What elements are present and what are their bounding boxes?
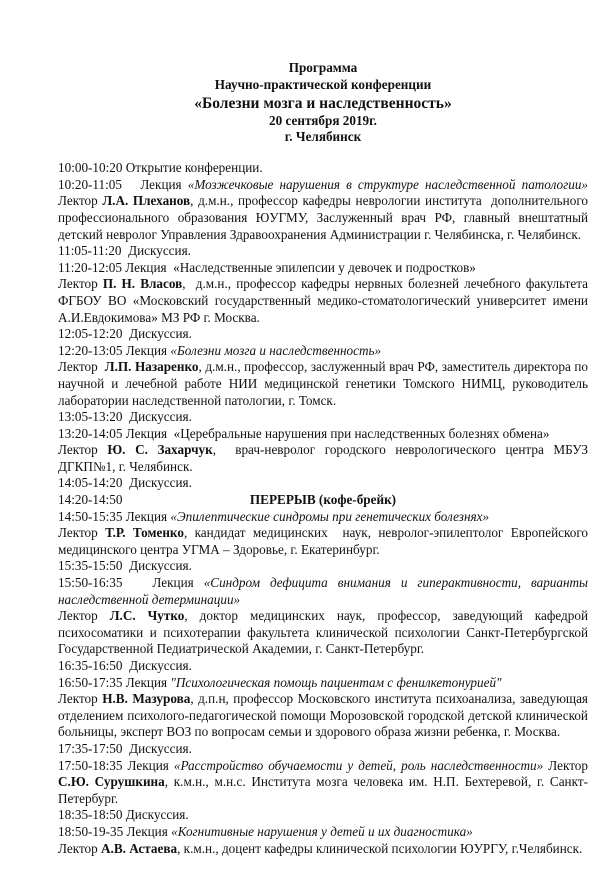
schedule-item [58, 558, 588, 575]
schedule-time: 12:20-13:05 [58, 342, 123, 358]
schedule-item [58, 757, 592, 808]
lecturer-name: Т.Р. Томенко [105, 525, 184, 541]
schedule-item [58, 343, 588, 360]
schedule-text: Дискуссия. [121, 243, 191, 259]
conference-title: «Болезни мозга и наследственность» [194, 94, 452, 112]
lecturer-credentials: , д.м.н., профессор, заслуженный врач РФ, заместитель директора по научной и лечебной работе НИИ медицинской генетики Томского НИМЦ, руководитель лаборатории наследственной патологии, г. Томск. [58, 359, 592, 408]
lecturer-name: Л.П. Назаренко [104, 359, 199, 375]
lecture-label: Лекция [121, 259, 174, 275]
schedule-item [58, 525, 592, 558]
header-conference-type: Научно-практической конференции [214, 76, 432, 92]
schedule-time: 12:05-12:20 [58, 326, 123, 342]
lecture-label: Лекция [122, 757, 174, 773]
schedule-item [58, 492, 588, 509]
lecture-topic: "Психологическая помощь пациентам с фенилкетонурией" [170, 674, 502, 690]
lecturer-label: Лектор [58, 840, 102, 856]
lecturer-label: Лектор [58, 691, 103, 707]
program-document [58, 60, 592, 857]
schedule-item [58, 807, 588, 824]
schedule-item [58, 409, 588, 426]
conference-city: г. Челябинск [284, 129, 362, 145]
schedule-item [58, 841, 588, 858]
schedule-time: 11:20-12:05 [58, 259, 122, 275]
lecturer-label: Лектор [58, 442, 108, 458]
schedule-time: 11:05-11:20 [58, 243, 122, 259]
lecture-topic: «Расстройство обучаемости у детей, роль наследственности» [173, 757, 544, 773]
lecturer-name: П. Н. Власов [102, 276, 183, 292]
lecturer-credentials: , д.м.н., профессор кафедры нервных болезней лечебного факультета ФГБОУ ВО «Московский государственный медико-стоматологический университет имени А.И.Евдокимова» МЗ РФ г. Москва. [58, 276, 592, 325]
schedule-time: 14:50-15:35 [58, 508, 123, 524]
lecturer-label: Лектор [58, 525, 106, 541]
schedule-item [58, 426, 588, 443]
lecturer-credentials: , кандидат медицинских наук, невролог-эпилептолог Европейского медицинского центра УГМА – Здоровье, г. Екатеринбург. [58, 525, 592, 557]
schedule-text: Дискуссия. [122, 658, 192, 673]
schedule-item [58, 509, 588, 526]
schedule-list [58, 160, 592, 857]
schedule-text: Дискуссия. [122, 326, 192, 342]
lecturer-credentials: , д.м.н., профессор кафедры неврологии института дополнительного профессионального образования ЮУГМУ, Заслуженный врач РФ, главный внештатный детский невролог Управления Здравоохранения Администрации г. Челябинска, г. Челябинск. [58, 193, 592, 242]
schedule-time: 17:35-17:50 [58, 740, 123, 756]
schedule-text: Дискуссия. [122, 409, 192, 425]
break-label: ПЕРЕРЫВ (кофе-брейк) [249, 492, 397, 508]
schedule-time: 17:50-18:35 [58, 757, 123, 773]
lecture-topic: «Наследственные эпилепсии у девочек и подростков» [173, 259, 476, 275]
schedule-text: Дискуссия. [122, 475, 192, 491]
schedule-item [58, 276, 592, 326]
schedule-item [58, 741, 588, 758]
lecture-label: Лекция [121, 176, 188, 192]
schedule-item [58, 359, 592, 409]
lecture-topic: «Мозжечковые нарушения в структуре наследственной патологии» [187, 176, 589, 192]
schedule-item [58, 176, 592, 243]
schedule-text: Дискуссия. [122, 558, 192, 574]
lecturer-name: Л.А. Плеханов [102, 193, 191, 209]
lecture-topic: «Синдром дефицита внимания и гиперактивности, варианты наследственной детерминации» [58, 575, 592, 607]
schedule-time: 18:35-18:50 [58, 807, 123, 823]
lecture-label: Лекция [123, 823, 172, 839]
lecturer-name: А.В. Астаева [101, 840, 178, 856]
schedule-time: 15:50-16:35 [58, 575, 123, 591]
lecturer-label: Лектор [543, 757, 592, 773]
schedule-item [58, 160, 588, 177]
schedule-item [58, 243, 588, 260]
lecturer-label: Лектор [58, 359, 105, 375]
lecture-label: Лекция [122, 674, 171, 690]
schedule-item [58, 824, 588, 841]
lecture-label: Лекция [122, 425, 174, 441]
lecturer-credentials: , к.м.н., м.н.с. Института мозга человека им. Н.П. Бехтеревой, г. Санкт-Петербург. [58, 774, 589, 806]
schedule-item [58, 691, 592, 741]
schedule-time: 15:35-15:50 [58, 558, 123, 574]
lecture-topic: «Эпилептические синдромы при генетических болезнях» [170, 508, 490, 524]
schedule-time: 18:50-19-35 [58, 823, 124, 839]
lecture-label: Лекция [122, 342, 171, 358]
schedule-time: 13:20-14:05 [58, 425, 123, 441]
schedule-time: 14:20-14:50 [58, 492, 123, 508]
header-program: Программа [288, 60, 358, 75]
schedule-text: Дискуссия. [122, 740, 192, 756]
schedule-time: 14:05-14:20 [58, 475, 123, 491]
schedule-item [58, 442, 592, 475]
lecturer-credentials: , врач-невролог городского неврологического центра МБУЗ ДГКП№1, г. Челябинск. [58, 442, 592, 474]
lecture-topic: «Когнитивные нарушения у детей и их диагностика» [171, 823, 473, 839]
lecturer-name: Л.С. Чутко [109, 608, 185, 624]
schedule-item [58, 475, 588, 492]
schedule-item [58, 675, 588, 692]
schedule-item [58, 260, 588, 277]
lecturer-name: Н.В. Мазурова [102, 691, 191, 707]
lecture-label: Лекция [122, 508, 171, 524]
schedule-item [58, 575, 592, 608]
lecturer-label: Лектор [58, 608, 110, 624]
schedule-time: 10:00-10:20 [58, 160, 123, 176]
lecture-topic: «Болезни мозга и наследственность» [170, 342, 382, 358]
lecturer-name: Ю. С. Захарчук [107, 442, 213, 458]
lecturer-credentials: , к.м.н., доцент кафедры клинической психологии ЮУРГУ, г.Челябинск. [177, 840, 583, 856]
schedule-item [58, 326, 588, 343]
schedule-text: Открытие конференции. [122, 160, 263, 176]
schedule-text: Дискуссия. [122, 807, 189, 823]
lecturer-credentials: , д.п.н, профессор Московского института психоанализа, заведующая отделением психолого-педагогической помощи Морозовской городской детской клинической больницы, эксперт ВОЗ по вопросам семьи и здорового образа жизни ребенка, г. Москва. [58, 691, 592, 740]
schedule-time: 16:35-16:50 [58, 658, 123, 673]
program-header [58, 60, 588, 146]
schedule-item [58, 608, 592, 658]
schedule-time: 10:20-11:05 [58, 176, 122, 192]
lecturer-credentials: , доктор медицинских наук, профессор, заведующий кафедрой психосоматики и психотерапии факультета клинической психологии Санкт-Петербургской Государственной Педиатрической Академии, г. Санкт-Петербург. [58, 608, 592, 657]
schedule-item [58, 658, 588, 675]
schedule-time: 13:05-13:20 [58, 409, 123, 425]
lecturer-label: Лектор [58, 176, 592, 209]
schedule-time: 16:50-17:35 [58, 674, 123, 690]
lecture-label: Лекция [122, 575, 204, 591]
lecturer-name: С.Ю. Сурушкина [58, 774, 165, 790]
lecture-topic: «Церебральные нарушения при наследственных болезнях обмена» [173, 425, 550, 441]
lecturer-label: Лектор [58, 276, 103, 292]
conference-date: 20 сентября 2019г. [269, 112, 377, 128]
